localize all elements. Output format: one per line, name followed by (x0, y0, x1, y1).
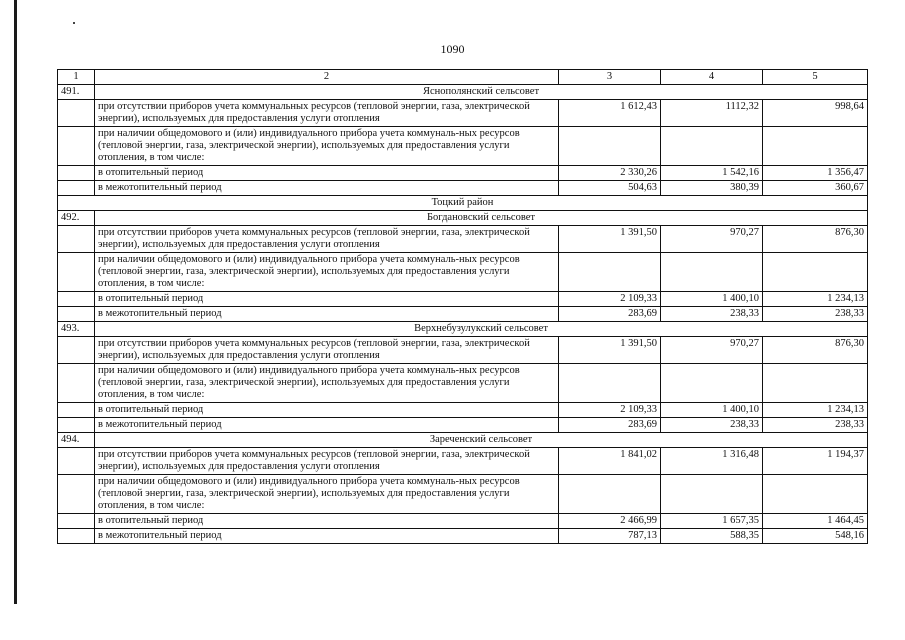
label-no-meters: при отсутствии приборов учета коммунальных ресурсов (тепловой энергии, газа, электрической энергии), используемых для предоставления услуги отопления (95, 100, 559, 127)
value-heating-col3: 2 109,33 (559, 292, 661, 307)
number-cell-blank (58, 226, 95, 253)
district-name: Тоцкий район (58, 196, 868, 211)
value-heating-col4: 1 400,10 (661, 292, 763, 307)
number-cell-blank (58, 529, 95, 544)
entry-title-row (58, 433, 868, 448)
value-heating-col3: 2 109,33 (559, 403, 661, 418)
value-non-heating-col5: 360,67 (763, 181, 868, 196)
row-heating-period (58, 514, 868, 529)
label-non-heating-period: в межотопительный период (95, 418, 559, 433)
value-non-heating-col3: 504,63 (559, 181, 661, 196)
value-non-heating-col4: 238,33 (661, 307, 763, 322)
value-empty (559, 253, 661, 292)
value-no-meters-col4: 1112,32 (661, 100, 763, 127)
value-non-heating-col4: 380,39 (661, 181, 763, 196)
label-non-heating-period: в межотопительный период (95, 529, 559, 544)
entry-title-row (58, 211, 868, 226)
entry-title-row (58, 85, 868, 100)
value-non-heating-col3: 283,69 (559, 418, 661, 433)
number-cell-blank (58, 403, 95, 418)
row-with-meters (58, 475, 868, 514)
number-cell-blank (58, 253, 95, 292)
number-cell-blank (58, 166, 95, 181)
row-non-heating-period (58, 418, 868, 433)
value-no-meters-col4: 1 316,48 (661, 448, 763, 475)
value-empty (559, 127, 661, 166)
value-non-heating-col4: 238,33 (661, 418, 763, 433)
value-empty (763, 127, 868, 166)
value-heating-col3: 2 330,26 (559, 166, 661, 181)
number-cell-blank (58, 514, 95, 529)
value-non-heating-col5: 238,33 (763, 307, 868, 322)
value-heating-col5: 1 356,47 (763, 166, 868, 181)
row-heating-period (58, 292, 868, 307)
row-heating-period (58, 166, 868, 181)
number-cell-blank (58, 475, 95, 514)
label-non-heating-period: в межотопительный период (95, 181, 559, 196)
label-with-meters: при наличии общедомового и (или) индивидуального прибора учета коммуналь-ных ресурсов (тепловой энергии, газа, электрической энергии), используемых для предоставления услуги отопления, в том числе: (95, 127, 559, 166)
tariff-table (57, 69, 868, 544)
value-empty (763, 475, 868, 514)
value-empty (763, 364, 868, 403)
value-empty (661, 253, 763, 292)
entry-number: 491. (58, 85, 95, 100)
value-non-heating-col5: 548,16 (763, 529, 868, 544)
district-row (58, 196, 868, 211)
value-heating-col3: 2 466,99 (559, 514, 661, 529)
tariff-table-body (58, 70, 868, 544)
scan-edge (14, 0, 17, 604)
entry-name: Верхнебузулукский сельсовет (95, 322, 868, 337)
number-cell-blank (58, 181, 95, 196)
label-no-meters: при отсутствии приборов учета коммунальных ресурсов (тепловой энергии, газа, электрической энергии), используемых для предоставления услуги отопления (95, 226, 559, 253)
header-cell-3: 3 (559, 70, 661, 85)
row-with-meters (58, 253, 868, 292)
value-no-meters-col3: 1 841,02 (559, 448, 661, 475)
entry-name: Зареченский сельсовет (95, 433, 868, 448)
label-with-meters: при наличии общедомового и (или) индивидуального прибора учета коммуналь-ных ресурсов (тепловой энергии, газа, электрической энергии), используемых для предоставления услуги отопления, в том числе: (95, 364, 559, 403)
header-cell-5: 5 (763, 70, 868, 85)
scan-speck (73, 22, 75, 24)
value-no-meters-col4: 970,27 (661, 226, 763, 253)
value-no-meters-col3: 1 612,43 (559, 100, 661, 127)
row-no-meters (58, 337, 868, 364)
number-cell-blank (58, 292, 95, 307)
entry-name: Яснополянский сельсовет (95, 85, 868, 100)
row-no-meters (58, 226, 868, 253)
value-empty (661, 475, 763, 514)
row-with-meters (58, 364, 868, 403)
row-non-heating-period (58, 307, 868, 322)
value-empty (661, 364, 763, 403)
value-heating-col5: 1 464,45 (763, 514, 868, 529)
entry-number: 494. (58, 433, 95, 448)
entry-number: 492. (58, 211, 95, 226)
label-non-heating-period: в межотопительный период (95, 307, 559, 322)
value-non-heating-col3: 283,69 (559, 307, 661, 322)
label-no-meters: при отсутствии приборов учета коммунальных ресурсов (тепловой энергии, газа, электрической энергии), используемых для предоставления услуги отопления (95, 448, 559, 475)
header-cell-1: 1 (58, 70, 95, 85)
value-empty (763, 253, 868, 292)
number-cell-blank (58, 418, 95, 433)
value-no-meters-col5: 1 194,37 (763, 448, 868, 475)
entry-title-row (58, 322, 868, 337)
number-cell-blank (58, 448, 95, 475)
label-heating-period: в отопительный период (95, 292, 559, 307)
value-heating-col5: 1 234,13 (763, 403, 868, 418)
header-cell-4: 4 (661, 70, 763, 85)
label-no-meters: при отсутствии приборов учета коммунальных ресурсов (тепловой энергии, газа, электрической энергии), используемых для предоставления услуги отопления (95, 337, 559, 364)
value-no-meters-col5: 876,30 (763, 337, 868, 364)
label-heating-period: в отопительный период (95, 514, 559, 529)
row-heating-period (58, 403, 868, 418)
value-empty (661, 127, 763, 166)
label-heating-period: в отопительный период (95, 403, 559, 418)
value-heating-col4: 1 657,35 (661, 514, 763, 529)
value-non-heating-col5: 238,33 (763, 418, 868, 433)
entry-name: Богдановский сельсовет (95, 211, 868, 226)
number-cell-blank (58, 100, 95, 127)
row-no-meters (58, 100, 868, 127)
number-cell-blank (58, 364, 95, 403)
header-row (58, 70, 868, 85)
label-with-meters: при наличии общедомового и (или) индивидуального прибора учета коммуналь-ных ресурсов (тепловой энергии, газа, электрической энергии), используемых для предоставления услуги отопления, в том числе: (95, 253, 559, 292)
row-non-heating-period (58, 529, 868, 544)
value-no-meters-col3: 1 391,50 (559, 337, 661, 364)
label-with-meters: при наличии общедомового и (или) индивидуального прибора учета коммуналь-ных ресурсов (тепловой энергии, газа, электрической энергии), используемых для предоставления услуги отопления, в том числе: (95, 475, 559, 514)
number-cell-blank (58, 337, 95, 364)
value-empty (559, 364, 661, 403)
value-no-meters-col4: 970,27 (661, 337, 763, 364)
number-cell-blank (58, 307, 95, 322)
row-no-meters (58, 448, 868, 475)
value-heating-col5: 1 234,13 (763, 292, 868, 307)
value-heating-col4: 1 400,10 (661, 403, 763, 418)
value-heating-col4: 1 542,16 (661, 166, 763, 181)
value-non-heating-col3: 787,13 (559, 529, 661, 544)
value-no-meters-col5: 876,30 (763, 226, 868, 253)
number-cell-blank (58, 127, 95, 166)
label-heating-period: в отопительный период (95, 166, 559, 181)
entry-number: 493. (58, 322, 95, 337)
value-non-heating-col4: 588,35 (661, 529, 763, 544)
row-non-heating-period (58, 181, 868, 196)
row-with-meters (58, 127, 868, 166)
value-no-meters-col3: 1 391,50 (559, 226, 661, 253)
page-number: 1090 (440, 42, 465, 56)
header-cell-2: 2 (95, 70, 559, 85)
value-empty (559, 475, 661, 514)
value-no-meters-col5: 998,64 (763, 100, 868, 127)
